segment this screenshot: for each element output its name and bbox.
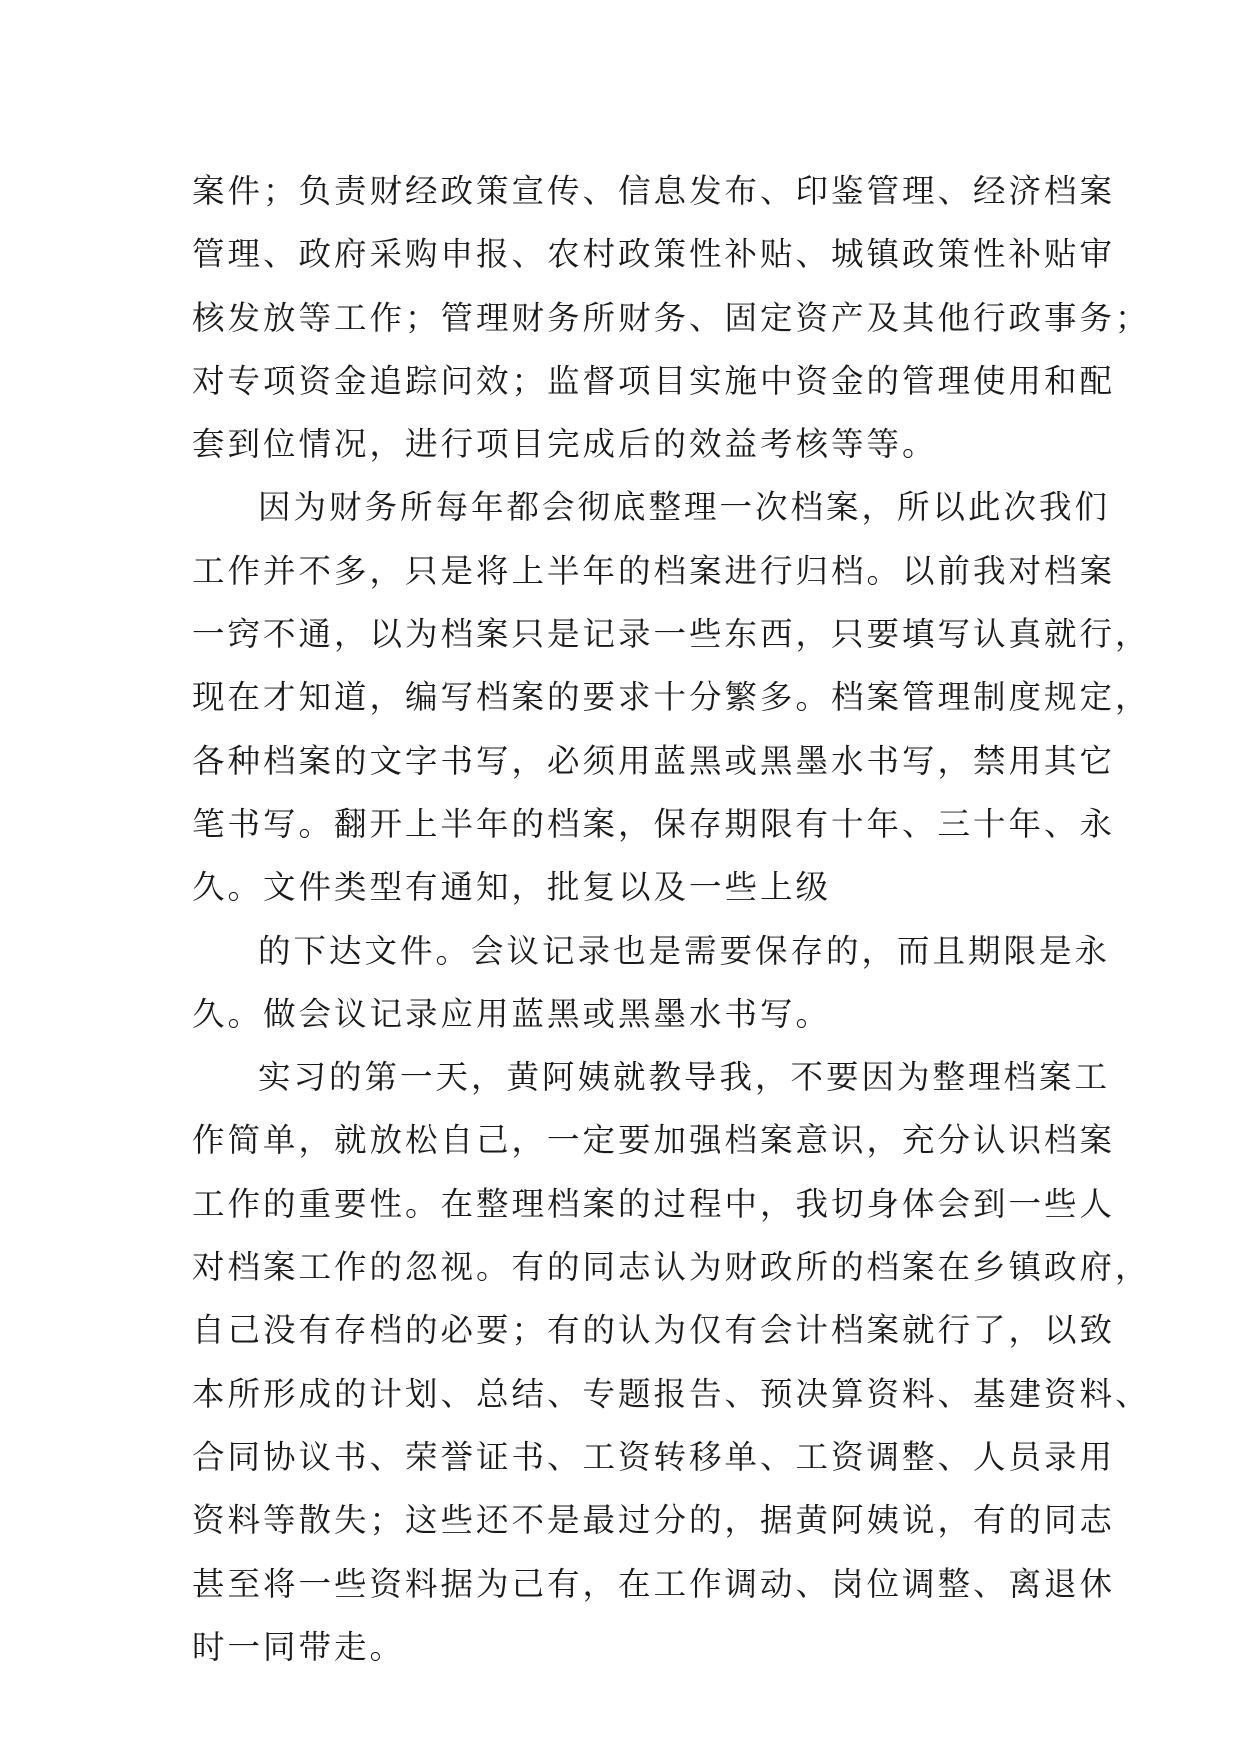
text-line: 资料等散失；这些还不是最过分的，据黄阿姨说，有的同志 xyxy=(192,1501,1116,1540)
text-line: 时一同带走。 xyxy=(192,1627,406,1666)
text-line: 现在才知道，编写档案的要求十分繁多。档案管理制度规定， xyxy=(192,678,1151,717)
text-line: 套到位情况，进行项目完成后的效益考核等等。 xyxy=(192,425,938,464)
text-line: 工作的重要性。在整理档案的过程中，我切身体会到一些人 xyxy=(192,1184,1116,1223)
paragraph-first-line: 的下达文件。会议记录也是需要保存的，而且期限是永 xyxy=(258,931,1111,970)
text-line: 久。文件类型有通知，批复以及一些上级 xyxy=(192,868,832,907)
text-line: 作简单，就放松自己，一定要加强档案意识，充分认识档案 xyxy=(192,1121,1116,1160)
paragraph-first-line: 实习的第一天，黄阿姨就教导我，不要因为整理档案工 xyxy=(258,1058,1111,1097)
text-line: 各种档案的文字书写，必须用蓝黑或黑墨水书写，禁用其它 xyxy=(192,741,1116,780)
text-line: 自己没有存档的必要；有的认为仅有会计档案就行了，以致 xyxy=(192,1311,1116,1350)
paragraph-first-line: 因为财务所每年都会彻底整理一次档案，所以此次我们 xyxy=(258,488,1111,527)
text-line: 案件；负责财经政策宣传、信息发布、印鉴管理、经济档案 xyxy=(192,172,1116,210)
text-line: 对专项资金追踪问效；监督项目实施中资金的管理使用和配 xyxy=(192,361,1116,400)
text-line: 核发放等工作；管理财务所财务、固定资产及其他行政事务； xyxy=(192,298,1151,337)
text-line: 久。做会议记录应用蓝黑或黑墨水书写。 xyxy=(192,994,832,1033)
text-line: 笔书写。翻开上半年的档案，保存期限有十年、三十年、永 xyxy=(192,804,1116,843)
document-body xyxy=(192,160,1151,1679)
text-line: 管理、政府采购申报、农村政策性补贴、城镇政策性补贴审 xyxy=(192,235,1116,274)
text-line: 甚至将一些资料据为己有，在工作调动、岗位调整、离退休 xyxy=(192,1564,1116,1603)
text-line: 合同协议书、荣誉证书、工资转移单、工资调整、人员录用 xyxy=(192,1437,1116,1476)
text-line: 一窍不通，以为档案只是记录一些东西，只要填写认真就行， xyxy=(192,615,1151,654)
text-line: 对档案工作的忽视。有的同志认为财政所的档案在乡镇政府， xyxy=(192,1248,1151,1287)
text-line: 本所形成的计划、总结、专题报告、预决算资料、基建资料、 xyxy=(192,1374,1151,1413)
text-line: 工作并不多，只是将上半年的档案进行归档。以前我对档案 xyxy=(192,551,1116,590)
